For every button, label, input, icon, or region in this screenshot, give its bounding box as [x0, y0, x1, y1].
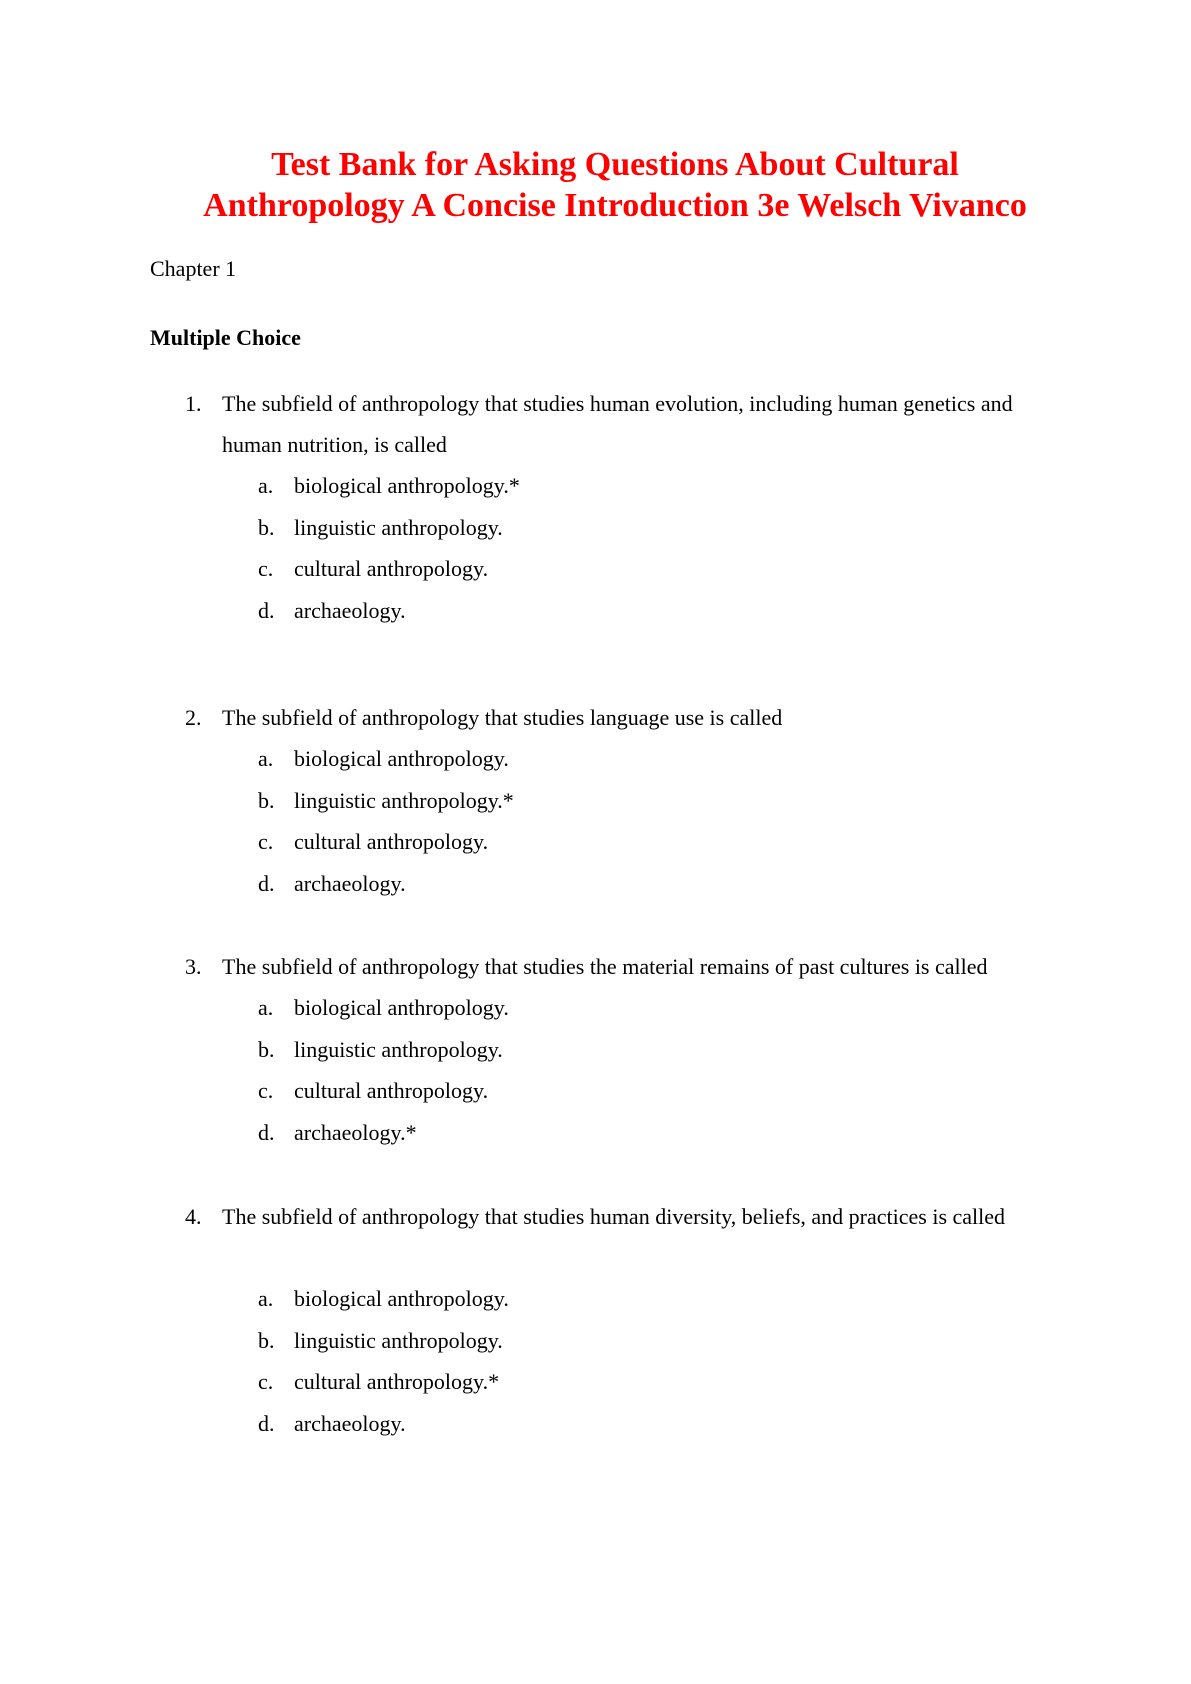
option-text: linguistic anthropology. — [294, 1036, 503, 1062]
option-letter: d. — [258, 870, 275, 896]
option-letter: d. — [258, 1119, 275, 1145]
option-c — [0, 548, 1191, 590]
option-text: cultural anthropology. — [294, 556, 489, 581]
option-a — [0, 465, 1191, 507]
option-text: archaeology.* — [294, 1119, 417, 1145]
question-text: The subfield of anthropology that studies human diversity, beliefs, and practices is called — [222, 1204, 1006, 1229]
option-list — [0, 987, 1191, 1153]
option-letter: a. — [258, 995, 274, 1020]
question-number: 1. — [185, 391, 202, 416]
option-letter: b. — [258, 1327, 275, 1353]
option-letter: c. — [258, 556, 274, 581]
option-text: cultural anthropology.* — [294, 1369, 500, 1394]
option-letter: a. — [258, 473, 274, 498]
option-b — [0, 780, 1191, 822]
option-letter: d. — [258, 597, 275, 623]
question-text: The subfield of anthropology that studies human evolution, including human genetics and human nutrition, is called — [222, 391, 1013, 457]
option-text: biological anthropology. — [294, 746, 509, 771]
option-c — [0, 1070, 1191, 1112]
option-letter: b. — [258, 514, 275, 540]
question-number: 4. — [185, 1204, 202, 1229]
option-letter: a. — [258, 1286, 274, 1311]
option-a — [0, 738, 1191, 780]
option-text: archaeology. — [294, 870, 406, 896]
option-list — [0, 465, 1191, 631]
option-b — [0, 1320, 1191, 1362]
option-list — [0, 1278, 1191, 1444]
option-a — [0, 987, 1191, 1029]
option-text: biological anthropology. — [294, 995, 509, 1020]
option-text: cultural anthropology. — [294, 829, 489, 854]
option-letter: c. — [258, 829, 274, 854]
option-letter: b. — [258, 787, 275, 813]
option-letter: d. — [258, 1410, 275, 1436]
option-letter: c. — [258, 1369, 274, 1394]
option-d — [0, 1403, 1191, 1445]
option-letter: c. — [258, 1078, 274, 1103]
option-letter: b. — [258, 1036, 275, 1062]
chapter-label: Chapter 1 — [150, 256, 237, 281]
title-line-2: Anthropology A Concise Introduction 3e Welsch Vivanco — [203, 187, 1027, 224]
option-text: linguistic anthropology. — [294, 514, 503, 540]
question-number: 3. — [185, 954, 202, 979]
option-text: biological anthropology.* — [294, 473, 520, 498]
option-d — [0, 1112, 1191, 1154]
option-c — [0, 1361, 1191, 1403]
option-text: biological anthropology. — [294, 1286, 509, 1311]
section-heading: Multiple Choice — [150, 325, 301, 350]
option-text: linguistic anthropology. — [294, 1327, 503, 1353]
option-text: archaeology. — [294, 597, 406, 623]
option-text: linguistic anthropology.* — [294, 787, 514, 813]
option-a — [0, 1278, 1191, 1320]
option-d — [0, 590, 1191, 632]
question-text: The subfield of anthropology that studies the material remains of past cultures is called — [222, 954, 988, 979]
question-text: The subfield of anthropology that studies language use is called — [222, 705, 783, 730]
question-number: 2. — [185, 705, 202, 730]
option-d — [0, 863, 1191, 905]
option-text: archaeology. — [294, 1410, 406, 1436]
option-list — [0, 738, 1191, 904]
title-line-1: Test Bank for Asking Questions About Cultural — [271, 146, 959, 183]
option-b — [0, 1029, 1191, 1071]
option-letter: a. — [258, 746, 274, 771]
option-text: cultural anthropology. — [294, 1078, 489, 1103]
option-b — [0, 507, 1191, 549]
option-c — [0, 821, 1191, 863]
